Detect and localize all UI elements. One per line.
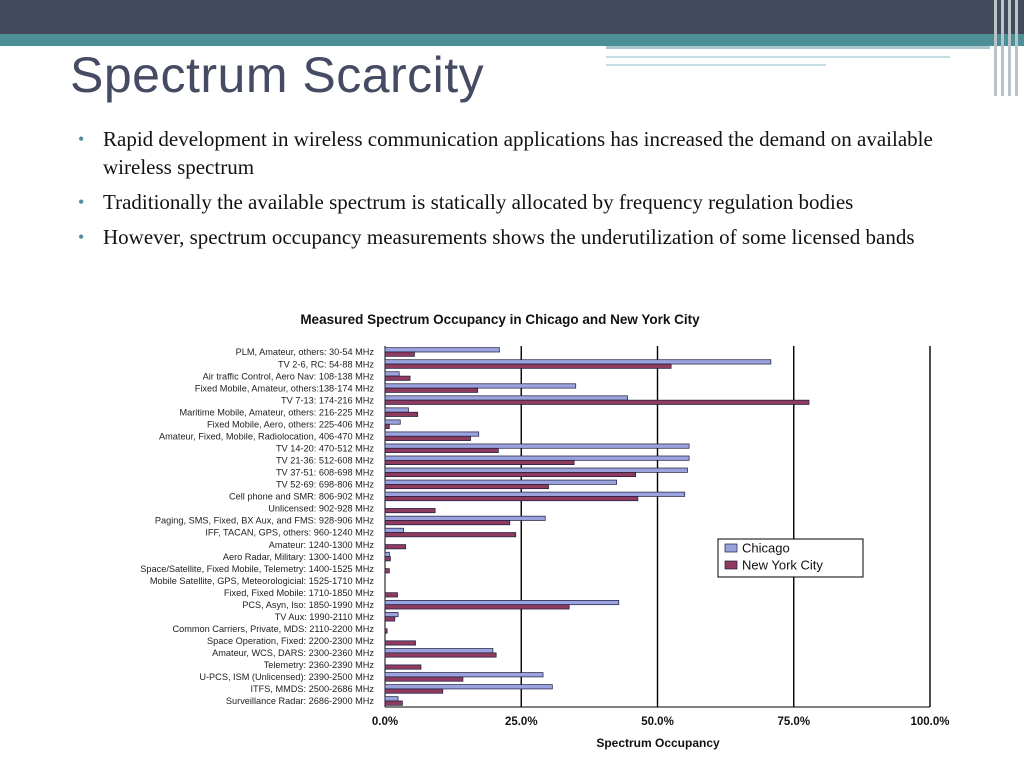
- category-label: TV 2-6, RC: 54-88 MHz: [278, 359, 374, 370]
- category-label: TV 14-20: 470-512 MHz: [275, 443, 374, 454]
- bar-chicago: [385, 432, 479, 436]
- x-tick-label: 100.0%: [910, 716, 950, 728]
- accent-band: [0, 34, 1024, 46]
- bullet-item: [78, 188, 948, 216]
- occupancy-chart: [0, 305, 1024, 765]
- bar-chicago: [385, 444, 689, 448]
- bar-new-york-city: [385, 545, 406, 549]
- bar-new-york-city: [385, 701, 402, 705]
- x-tick-label: 50.0%: [641, 716, 674, 728]
- category-label: TV 21-36: 512-608 MHz: [275, 455, 374, 466]
- accent-line: [606, 56, 950, 58]
- bullet-list: [78, 125, 948, 258]
- bar-new-york-city: [385, 496, 638, 500]
- accent-line: [606, 64, 826, 66]
- bar-new-york-city: [385, 653, 496, 657]
- bar-chicago: [385, 468, 687, 472]
- x-axis-label: Spectrum Occupancy: [596, 736, 720, 750]
- category-label: TV 37-51: 608-698 MHz: [275, 467, 374, 478]
- category-label: Amateur, Fixed, Mobile, Radiolocation, 406-470 MHz: [159, 431, 374, 442]
- bullet-text: Traditionally the available spectrum is statically allocated by frequency regulation bodies: [103, 190, 854, 214]
- x-tick-label: 25.0%: [504, 716, 538, 728]
- bar-chicago: [385, 372, 399, 376]
- bar-chicago: [385, 480, 617, 484]
- bullet-item: [78, 125, 948, 181]
- category-label: Fixed Mobile, Aero, others: 225-406 MHz: [207, 419, 374, 430]
- bar-chicago: [385, 649, 493, 653]
- category-label: Unlicensed: 902-928 MHz: [268, 503, 374, 514]
- category-label: TV 7-13: 174-216 MHz: [281, 395, 374, 406]
- slide-title: Spectrum Scarcity: [70, 47, 485, 103]
- accent-line: [606, 46, 990, 49]
- bullet-icon: •: [78, 227, 85, 247]
- bar-chicago: [385, 408, 408, 412]
- category-label: Mobile Satellite, GPS, Meteorologicial: 1525-1710 MHz: [149, 575, 374, 586]
- legend-swatch: [725, 561, 737, 569]
- bar-new-york-city: [385, 364, 671, 368]
- category-label: TV 52-69: 698-806 MHz: [275, 479, 374, 490]
- corner-decoration: [990, 0, 1024, 96]
- x-tick-label: 0.0%: [371, 716, 399, 728]
- bar-chicago: [385, 673, 543, 677]
- bar-new-york-city: [385, 520, 510, 524]
- legend-label: Chicago: [742, 540, 790, 556]
- bullet-item: [78, 223, 948, 251]
- bar-new-york-city: [385, 412, 418, 416]
- category-label: Fixed, Fixed Mobile: 1710-1850 MHz: [223, 587, 374, 598]
- bar-new-york-city: [385, 605, 569, 609]
- category-label: Space/Satellite, Fixed Mobile, Telemetry: 1400-1525 MHz: [140, 563, 374, 574]
- bar-new-york-city: [385, 484, 549, 488]
- category-label: PLM, Amateur, others: 30-54 MHz: [235, 347, 374, 358]
- bar-new-york-city: [385, 569, 389, 573]
- bar-new-york-city: [385, 460, 574, 464]
- bar-chicago: [385, 528, 404, 532]
- bar-chicago: [385, 552, 389, 556]
- top-bar: [0, 0, 1024, 34]
- legend-swatch: [725, 544, 737, 552]
- bar-new-york-city: [385, 352, 414, 356]
- bar-chicago: [385, 492, 685, 496]
- bullet-text: However, spectrum occupancy measurements shows the underutilization of some licensed bands: [103, 225, 915, 249]
- bullet-text: Rapid development in wireless communication applications has increased the demand on available wireless spectrum: [103, 127, 933, 179]
- bar-chicago: [385, 697, 398, 701]
- bar-chicago: [385, 516, 545, 520]
- category-label: Aero Radar, Military: 1300-1400 MHz: [222, 551, 374, 562]
- bar-chicago: [385, 612, 398, 616]
- category-label: Cell phone and SMR: 806-902 MHz: [228, 491, 374, 502]
- bar-chicago: [385, 456, 689, 460]
- bar-new-york-city: [385, 617, 395, 621]
- bar-new-york-city: [385, 641, 416, 645]
- category-label: Paging, SMS, Fixed, BX Aux, and FMS: 928-906 MHz: [154, 515, 374, 526]
- legend-label: New York City: [742, 557, 823, 573]
- bullet-icon: •: [78, 192, 85, 212]
- category-label: Air traffic Control, Aero Nav: 108-138 MHz: [202, 371, 374, 382]
- bar-new-york-city: [385, 436, 471, 440]
- bar-new-york-city: [385, 388, 478, 392]
- bar-new-york-city: [385, 593, 398, 597]
- bullet-icon: •: [78, 129, 85, 149]
- category-label: TV Aux: 1990-2110 MHz: [274, 611, 374, 622]
- bar-new-york-city: [385, 533, 516, 537]
- bar-chicago: [385, 420, 400, 424]
- category-label: PCS, Asyn, Iso: 1850-1990 MHz: [242, 599, 374, 610]
- category-label: Telemetry: 2360-2390 MHz: [263, 660, 374, 671]
- category-label: U-PCS, ISM (Unlicensed): 2390-2500 MHz: [199, 672, 374, 683]
- bar-new-york-city: [385, 629, 387, 633]
- category-label: IFF, TACAN, GPS, others: 960-1240 MHz: [205, 527, 374, 538]
- bar-new-york-city: [385, 424, 389, 428]
- bar-chicago: [385, 600, 619, 604]
- x-tick-label: 75.0%: [777, 716, 811, 728]
- bar-chicago: [385, 685, 552, 689]
- bar-chicago: [385, 396, 628, 400]
- category-label: Space Operation, Fixed: 2200-2300 MHz: [207, 636, 374, 647]
- bar-new-york-city: [385, 677, 463, 681]
- bar-new-york-city: [385, 665, 421, 669]
- category-label: Fixed Mobile, Amateur, others:138-174 MHz: [194, 383, 374, 394]
- bar-new-york-city: [385, 400, 809, 404]
- category-label: Surveillance Radar: 2686-2900 MHz: [225, 696, 374, 707]
- bar-new-york-city: [385, 508, 435, 512]
- category-label: Amateur, WCS, DARS: 2300-2360 MHz: [212, 648, 374, 659]
- bar-new-york-city: [385, 557, 390, 561]
- bar-new-york-city: [385, 472, 636, 476]
- bar-new-york-city: [385, 376, 410, 380]
- bar-chicago: [385, 360, 771, 364]
- category-label: Maritime Mobile, Amateur, others: 216-225 MHz: [179, 407, 374, 418]
- chart-title: Measured Spectrum Occupancy in Chicago and New York City: [300, 312, 700, 327]
- category-label: Common Carriers, Private, MDS: 2110-2200 MHz: [172, 623, 374, 634]
- category-label: ITFS, MMDS: 2500-2686 MHz: [250, 684, 374, 695]
- category-label: Amateur: 1240-1300 MHz: [268, 539, 374, 550]
- bar-new-york-city: [385, 448, 498, 452]
- bar-new-york-city: [385, 689, 443, 693]
- bar-chicago: [385, 384, 576, 388]
- bar-chicago: [385, 348, 499, 352]
